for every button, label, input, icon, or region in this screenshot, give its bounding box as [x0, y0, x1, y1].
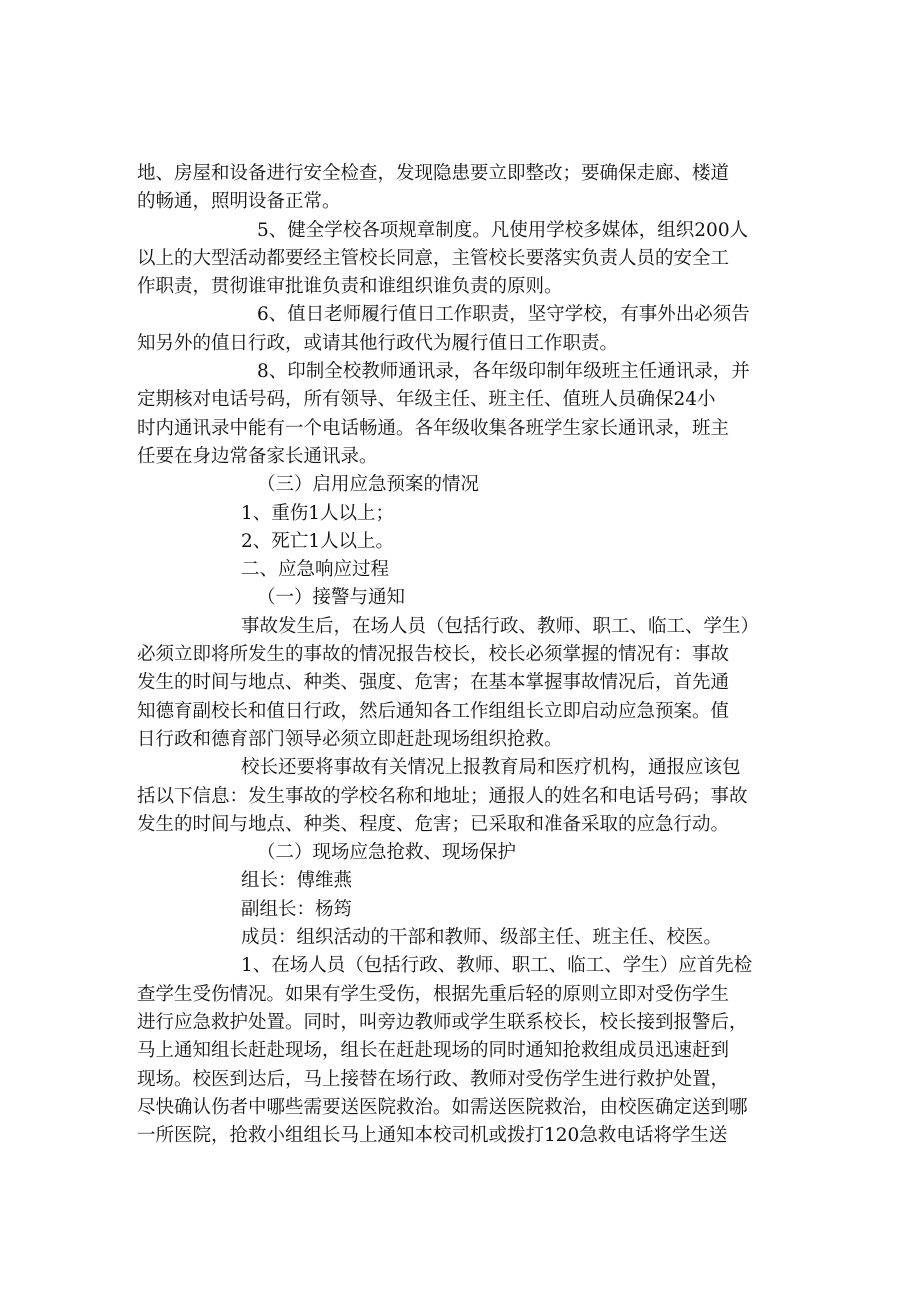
- text-line: 任要在身边常备家长通讯录。: [137, 445, 378, 467]
- text-line: （二）现场应急抢救、现场保护: [257, 842, 517, 864]
- text-line: 括以下信息：发生事故的学校名称和地址；通报人的姓名和电话号码；事故: [137, 785, 748, 807]
- text-line: 必须立即将所发生的事故的情况报告校长，校长必须掌握的情况有：事故: [137, 644, 730, 666]
- text-line: 知另外的值日行政，或请其他行政代为履行值日工作职责。: [137, 332, 619, 354]
- text-line: 定期核对电话号码，所有领导、年级主任、班主任、值班人员确保24小: [137, 389, 716, 411]
- text-line: 查学生受伤情况。如果有学生受伤，根据先重后轻的原则立即对受伤学生: [137, 983, 730, 1005]
- text-line: 马上通知组长赶赴现场，组长在赶赴现场的同时通知抢救组成员迅速赶到: [137, 1040, 730, 1062]
- document-body: [137, 160, 787, 1150]
- text-line: 尽快确认伤者中哪些需要送医院救治。如需送医院救治，由校医确定送到哪: [137, 1096, 748, 1118]
- text-line: 一所医院，抢救小组组长马上通知本校司机或拨打120急救电话将学生送: [137, 1125, 728, 1147]
- text-line: 副组长：杨筠: [241, 898, 353, 920]
- text-line: 发生的时间与地点、种类、程度、危害；已采取和准备采取的应急行动。: [137, 813, 730, 835]
- text-line: 时内通讯录中能有一个电话畅通。各年级收集各班学生家长通讯录，班主: [137, 417, 730, 439]
- text-line: 5、健全学校各项规章制度。凡使用学校多媒体，组织200人: [257, 219, 749, 241]
- text-line: 组长：傅维燕: [241, 870, 353, 892]
- text-line: 以上的大型活动都要经主管校长同意，主管校长要落实负责人员的安全工: [137, 247, 730, 269]
- text-line: 现场。校医到达后，马上接替在场行政、教师对受伤学生进行救护处置，: [137, 1068, 730, 1090]
- text-line: 6、值日老师履行值日工作职责，坚守学校，有事外出必须告: [257, 304, 750, 326]
- text-line: 地、房屋和设备进行安全检查，发现隐患要立即整改；要确保走廊、楼道: [137, 163, 730, 184]
- text-line: 日行政和德育部门领导必须立即赶赴现场组织抢救。: [137, 728, 563, 750]
- text-line: （一）接警与通知: [257, 587, 406, 609]
- text-line: 2、死亡1人以上。: [241, 530, 395, 552]
- text-line: 1、在场人员（包括行政、教师、职工、临工、学生）应首先检: [241, 955, 753, 977]
- text-line: 事故发生后，在场人员（包括行政、教师、职工、临工、学生）: [241, 615, 760, 637]
- text-line: 成员：组织活动的干部和教师、级部主任、班主任、校医。: [241, 927, 723, 949]
- text-line: 作职责，贯彻谁审批谁负责和谁组织谁负责的原则。: [137, 276, 563, 298]
- text-line: 进行应急救护处置。同时，叫旁边教师或学生联系校长，校长接到报警后，: [137, 1011, 748, 1033]
- text-line: 知德育副校长和值日行政，然后通知各工作组组长立即启动应急预案。值: [137, 700, 730, 722]
- text-line: 发生的时间与地点、种类、强度、危害；在基本掌握事故情况后，首先通: [137, 672, 730, 694]
- text-line: 二、应急响应过程: [241, 559, 390, 581]
- text-line: 8、印制全校教师通讯录，各年级印制年级班主任通讯录，并: [257, 361, 750, 383]
- text-line: （三）启用应急预案的情况: [257, 474, 480, 496]
- text-line: 校长还要将事故有关情况上报教育局和医疗机构，通报应该包: [241, 757, 741, 779]
- text-line: 的畅通，照明设备正常。: [137, 191, 341, 213]
- text-line: 1、重伤1人以上；: [241, 502, 395, 524]
